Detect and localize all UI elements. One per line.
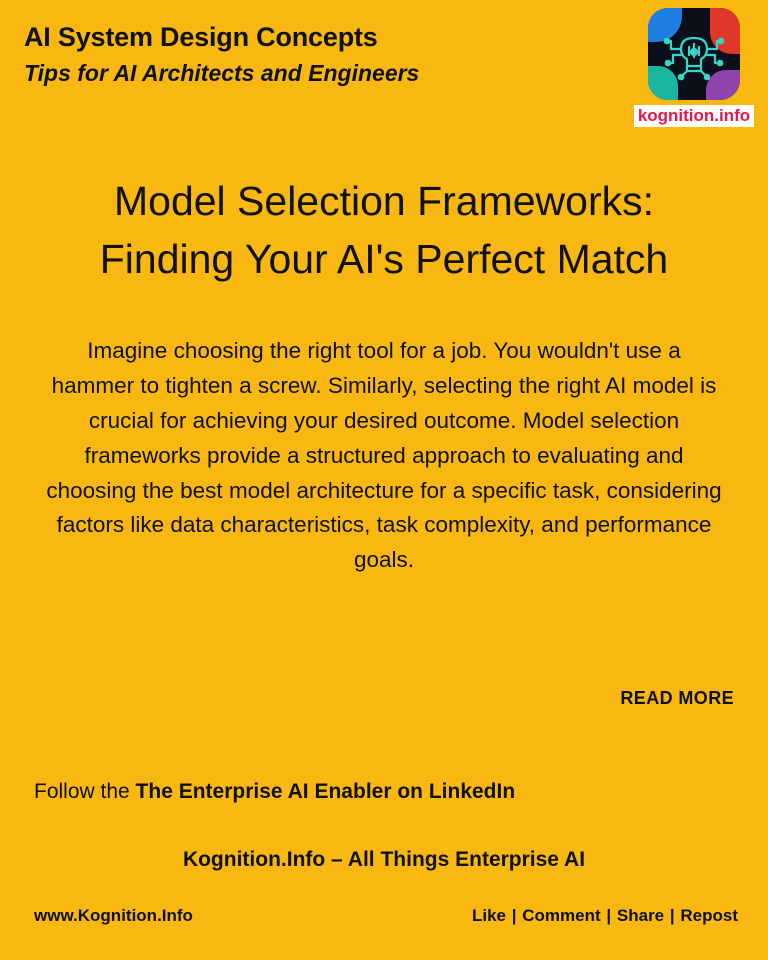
poster-header (0, 0, 768, 140)
read-more-link[interactable]: READ MORE (620, 688, 734, 708)
article-title (30, 172, 738, 288)
follow-link[interactable]: The Enterprise AI Enabler on LinkedIn (135, 780, 516, 803)
website-url[interactable]: www.Kognition.Info (34, 906, 193, 925)
social-actions (472, 906, 738, 926)
action-separator-3: | (669, 906, 675, 925)
article-title-line-2: Finding Your AI's Perfect Match (99, 236, 669, 283)
footer-row (0, 906, 768, 930)
brand-logo[interactable] (632, 8, 756, 127)
action-separator-2: | (606, 906, 612, 925)
comment-action[interactable]: Comment (522, 906, 601, 925)
brand-tagline: Kognition.Info – All Things Enterprise AI (182, 848, 586, 871)
action-separator-1: | (511, 906, 517, 925)
page-title: AI System Design Concepts (24, 22, 378, 52)
article-title-line-1: Model Selection Frameworks: (113, 178, 655, 224)
article-body: Imagine choosing the right tool for a job. You wouldn't use a hammer to tighten a screw. Similarly, selecting the right AI model is crucial for achieving your desired outcome. Model selection frameworks provide a structured approach to evaluating and choosing the best model architecture for a specific task, considering factors like data characteristics, task complexity, and performance goals. (46, 338, 722, 573)
page-subtitle: Tips for AI Architects and Engineers (24, 60, 420, 87)
ai-chip-circuit-icon (648, 8, 740, 100)
follow-prefix: Follow the (34, 780, 136, 803)
like-action[interactable]: Like (471, 906, 507, 925)
header-text-block (24, 22, 624, 88)
follow-line (34, 780, 515, 804)
logo-caption: kognition.info (634, 105, 754, 127)
share-action[interactable]: Share (616, 906, 665, 925)
repost-action[interactable]: Repost (680, 906, 738, 925)
